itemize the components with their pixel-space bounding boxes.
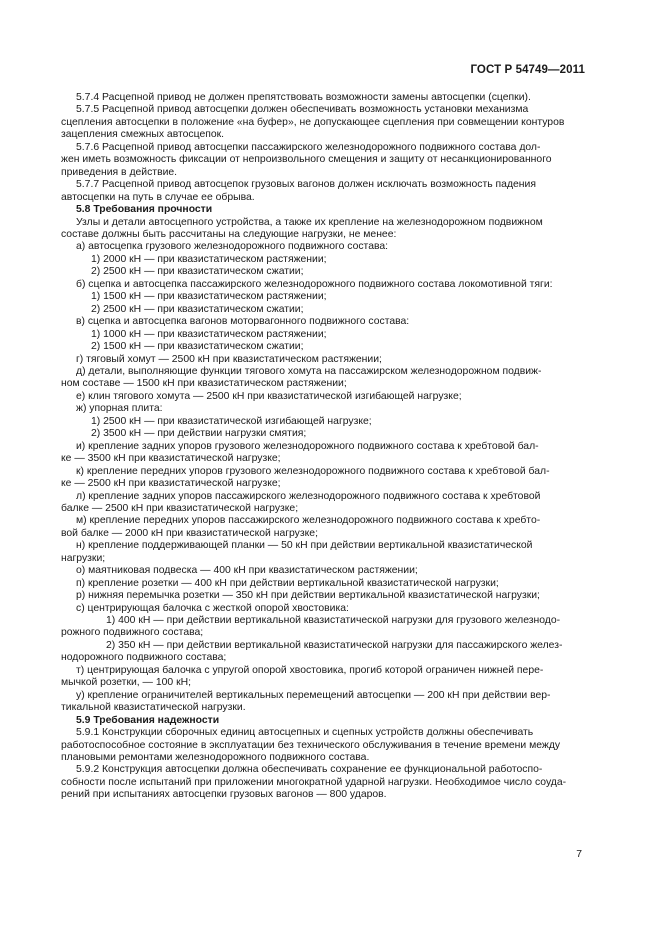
text-line: м) крепление передних упоров пассажирского железнодорожного подвижного состава к хребто- <box>76 515 541 527</box>
text-line: н) крепление поддерживающей планки — 50 кН при действии вертикальной квазистатической <box>76 540 533 552</box>
text-line: балке — 2500 кН при квазистатической нагрузке; <box>61 502 299 514</box>
paragraph-5-9-1 <box>61 727 581 764</box>
section-heading-5-9: 5.9 Требования надежности <box>76 714 220 726</box>
paragraph-5-7-5 <box>61 104 581 141</box>
sublist-item: 2) 2500 кН — при квазистатическом сжатии; <box>91 266 304 278</box>
list-item-k <box>61 466 581 491</box>
document-body <box>61 92 581 802</box>
list-item-a: а) автосцепка грузового железнодорожного подвижного состава: <box>76 241 389 253</box>
text-line: нодорожного подвижного состава; <box>61 652 227 664</box>
list-item-d <box>61 366 581 391</box>
list-item-u <box>61 690 581 715</box>
text-line: рожного подвижного состава; <box>61 627 204 639</box>
text-line: д) детали, выполняющие функции тягового хомута на пассажирском железнодорожном подвиж- <box>76 365 542 377</box>
text-line: 5.7.7 Расцепной привод автосцепок грузовых вагонов должен исключать возможность падения <box>76 179 536 191</box>
sublist-item: 1) 2500 кН — при квазистатической изгибающей нагрузке; <box>91 415 372 427</box>
list-item-e: е) клин тягового хомута — 2500 кН при квазистатической изгибающей нагрузке; <box>76 390 462 402</box>
text-line: тикальной квазистатической нагрузки. <box>61 702 246 714</box>
list-item-b: б) сцепка и автосцепка пассажирского железнодорожного подвижного состава локомотивной тяги: <box>76 278 553 290</box>
document-code-header: ГОСТ Р 54749—2011 <box>470 64 585 76</box>
text-line: 2) 350 кН — при действии вертикальной квазистатической нагрузки для пассажирского желез- <box>106 639 563 651</box>
text-line: к) крепление передних упоров грузового железнодорожного подвижного состава к хребтовой бал- <box>76 465 550 477</box>
text-line: и) крепление задних упоров грузового железнодорожного подвижного состава к хребтовой бал- <box>76 440 539 452</box>
sublist-item: 1) 1500 кН — при квазистатическом растяжении; <box>91 291 327 303</box>
text-line: вой балке — 2000 кН при квазистатической нагрузке; <box>61 527 318 539</box>
text-line: т) центрирующая балочка с упругой опорой хвостовика, прогиб которой ограничен нижней пере- <box>76 664 544 676</box>
text-line: приведения в действие. <box>61 166 178 178</box>
section-heading-5-8: 5.8 Требования прочности <box>76 204 213 216</box>
paragraph-5-8-intro <box>61 217 581 242</box>
text-line: автосцепки на путь в случае ее обрыва. <box>61 191 255 203</box>
list-item-g: г) тяговый хомут — 2500 кН при квазистатическом растяжении; <box>76 353 382 365</box>
list-item-n <box>61 540 581 565</box>
text-line: 5.9.2 Конструкция автосцепки должна обеспечивать сохранение ее функциональной работоспо- <box>76 764 543 776</box>
sublist-item: 1) 1000 кН — при квазистатическом растяжении; <box>91 328 327 340</box>
text-line: составе должны быть рассчитаны на следующие нагрузки, не менее: <box>61 228 397 240</box>
text-line: 5.9.1 Конструкции сборочных единиц автосцепных и сцепных устройств должны обеспечивать <box>76 727 534 739</box>
text-line: мычкой розетки, — 100 кН; <box>61 677 191 689</box>
text-line: зацепления смежных автосцепок. <box>61 129 225 141</box>
list-item-o: о) маятниковая подвеска — 400 кН при квазистатическом растяжении; <box>76 565 418 577</box>
sublist-item <box>61 615 581 640</box>
list-item-t <box>61 665 581 690</box>
text-line: 1) 400 кН — при действии вертикальной квазистатической нагрузки для грузового железнодо- <box>106 615 561 627</box>
text-line: ке — 2500 кН при квазистатической нагрузке; <box>61 478 281 490</box>
text-line: рений при испытаниях автосцепки грузовых вагонов — 800 ударов. <box>61 789 387 801</box>
text-line: ке — 3500 кН при квазистатической нагрузке; <box>61 453 281 465</box>
text-line: у) крепление ограничителей вертикальных перемещений автосцепки — 200 кН при действии вер- <box>76 689 551 701</box>
text-line: л) крепление задних упоров пассажирского железнодорожного подвижного состава к хребтовой <box>76 490 541 502</box>
text-line: сцепления автосцепки в положение «на буфер», не допускающее сцепления при совмещении контуров <box>61 116 565 128</box>
sublist-item: 2) 3500 кН — при действии нагрузки смятия; <box>91 428 307 440</box>
text-line: 5.7.6 Расцепной привод автосцепки пассажирского железнодорожного подвижного состава дол- <box>76 141 541 153</box>
text-line: 5.7.5 Расцепной привод автосцепки должен обеспечивать возможность установки механизма <box>76 104 529 116</box>
paragraph-5-9-2 <box>61 764 581 801</box>
page-number: 7 <box>576 849 582 860</box>
list-item-l <box>61 491 581 516</box>
list-item-i <box>61 441 581 466</box>
list-item-r: р) нижняя перемычка розетки — 350 кН при действии вертикальной квазистатической нагрузки; <box>76 590 540 602</box>
sublist-item <box>61 640 581 665</box>
sublist-item: 2) 2500 кН — при квазистатическом сжатии; <box>91 303 304 315</box>
text-line: ном составе — 1500 кН при квазистатическом растяжении; <box>61 378 347 390</box>
text-line: собности после испытаний при приложении многократной ударной нагрузки. Необходимое число соуда- <box>61 776 567 788</box>
paragraph-5-7-4: 5.7.4 Расцепной привод не должен препятствовать возможности замены автосцепки (сцепки). <box>76 92 531 103</box>
list-item-zh: ж) упорная плита: <box>76 403 163 415</box>
text-line: жен иметь возможность фиксации от непроизвольного смещения и защиту от несанкционированного <box>61 154 552 166</box>
list-item-v: в) сцепка и автосцепка вагонов моторвагонного подвижного состава: <box>76 316 410 328</box>
text-line: Узлы и детали автосцепного устройства, а также их крепление на железнодорожном подвижном <box>76 216 543 228</box>
text-line: работоспособное состояние в эксплуатации без технического обслуживания в течение времени между <box>61 739 561 751</box>
list-item-s: с) центрирующая балочка с жесткой опорой хвостовика: <box>76 602 349 614</box>
sublist-item: 1) 2000 кН — при квазистатическом растяжении; <box>91 253 327 265</box>
list-item-p: п) крепление розетки — 400 кН при действии вертикальной квазистатической нагрузки; <box>76 577 499 589</box>
paragraph-5-7-6 <box>61 142 581 179</box>
text-line: нагрузки; <box>61 552 106 564</box>
list-item-m <box>61 515 581 540</box>
paragraph-5-7-7 <box>61 179 581 204</box>
text-line: плановыми ремонтами железнодорожного подвижного состава. <box>61 752 370 764</box>
sublist-item: 2) 1500 кН — при квазистатическом сжатии; <box>91 341 304 353</box>
